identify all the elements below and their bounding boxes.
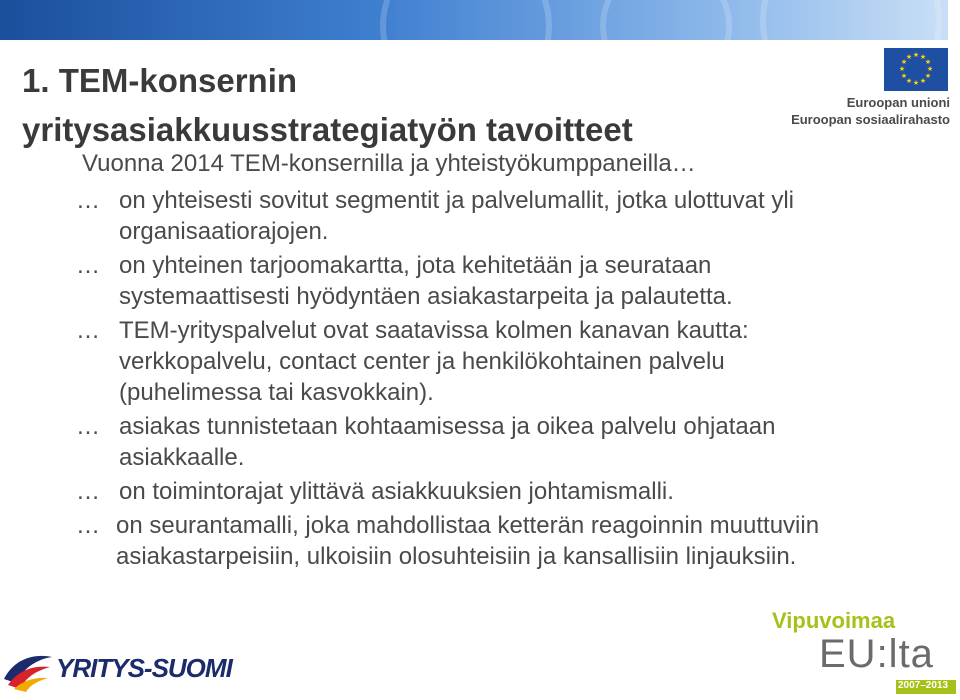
svg-text:★: ★: [924, 72, 932, 80]
list-item: [76, 250, 856, 312]
item-text: on toimintorajat ylittävä asiakkuuksien johtamismalli.: [119, 478, 674, 505]
svg-text:★: ★: [900, 58, 908, 66]
eu-flag-icon: [884, 48, 948, 91]
yritys-suomi-logo: [0, 645, 232, 695]
item-text: TEM-yrityspalvelut ovat saatavissa kolmen kanavan kautta: verkkopalvelu, contact center ja henkilökohtainen palvelu (puhelimessa tai kasvokkain).: [119, 317, 749, 406]
svg-text:★: ★: [919, 53, 927, 61]
top-banner: [0, 0, 948, 40]
svg-text:★: ★: [912, 51, 920, 59]
svg-text:★: ★: [900, 72, 908, 80]
item-text: asiakas tunnistetaan kohtaamisessa ja oikea palvelu ohjataan asiakkaalle.: [119, 413, 776, 471]
svg-text:★: ★: [905, 53, 913, 61]
ellipsis-bullet: …: [76, 252, 100, 279]
ellipsis-bullet: …: [76, 187, 100, 214]
item-text: on seurantamalli, joka mahdollistaa ketterän reagoinnin muuttuviin asiakastarpeisiin, ulkoisiin olosuhteisiin ja kansallisiin linjauksiin.: [116, 512, 820, 570]
item-text: on yhteisesti sovitut segmentit ja palvelumallit, jotka ulottuvat yli organisaatiorajojen.: [119, 187, 794, 245]
yritys-suomi-text: YRITYS-SUOMI: [56, 653, 232, 683]
list-item: [76, 476, 856, 507]
svg-text:★: ★: [926, 65, 934, 73]
eu-label-union: Euroopan unioni: [846, 95, 950, 110]
list-item: [76, 185, 856, 247]
item-text: on yhteinen tarjoomakartta, jota kehitetään ja seurataan systemaattisesti hyödyntäen asiakastarpeita ja palautetta.: [119, 252, 733, 310]
eu-logo: [791, 48, 954, 132]
list-item: [76, 411, 856, 473]
svg-text:★: ★: [912, 79, 920, 87]
svg-text:★: ★: [924, 58, 932, 66]
eu-stars-icon: [884, 48, 948, 91]
title-line-2: yritysasiakkuusstrategiatyön tavoitteet: [22, 111, 633, 148]
svg-text:★: ★: [919, 77, 927, 85]
svg-text:★: ★: [905, 77, 913, 85]
yritys-swoosh-icon: [0, 645, 56, 695]
title-line-1: 1. TEM-konsernin: [22, 62, 298, 99]
years-text: 2007–2013: [898, 680, 949, 691]
list-item: [76, 315, 856, 408]
eulta-text: EU:lta: [819, 632, 934, 676]
slide-title: [22, 56, 802, 154]
ellipsis-bullet: …: [76, 317, 100, 344]
vipuvoimaa-text: Vipuvoimaa: [772, 608, 896, 633]
vipuvoimaa-logo: [764, 600, 960, 700]
goal-list: [76, 185, 856, 575]
svg-text:★: ★: [898, 65, 906, 73]
ellipsis-bullet: …: [76, 512, 100, 539]
list-item: [76, 510, 856, 572]
eu-label-fund: Euroopan sosiaalirahasto: [791, 112, 950, 127]
ellipsis-bullet: …: [76, 413, 100, 440]
ellipsis-bullet: …: [76, 478, 100, 505]
intro-text: Vuonna 2014 TEM-konsernilla ja yhteistyökumppaneilla…: [82, 150, 696, 177]
